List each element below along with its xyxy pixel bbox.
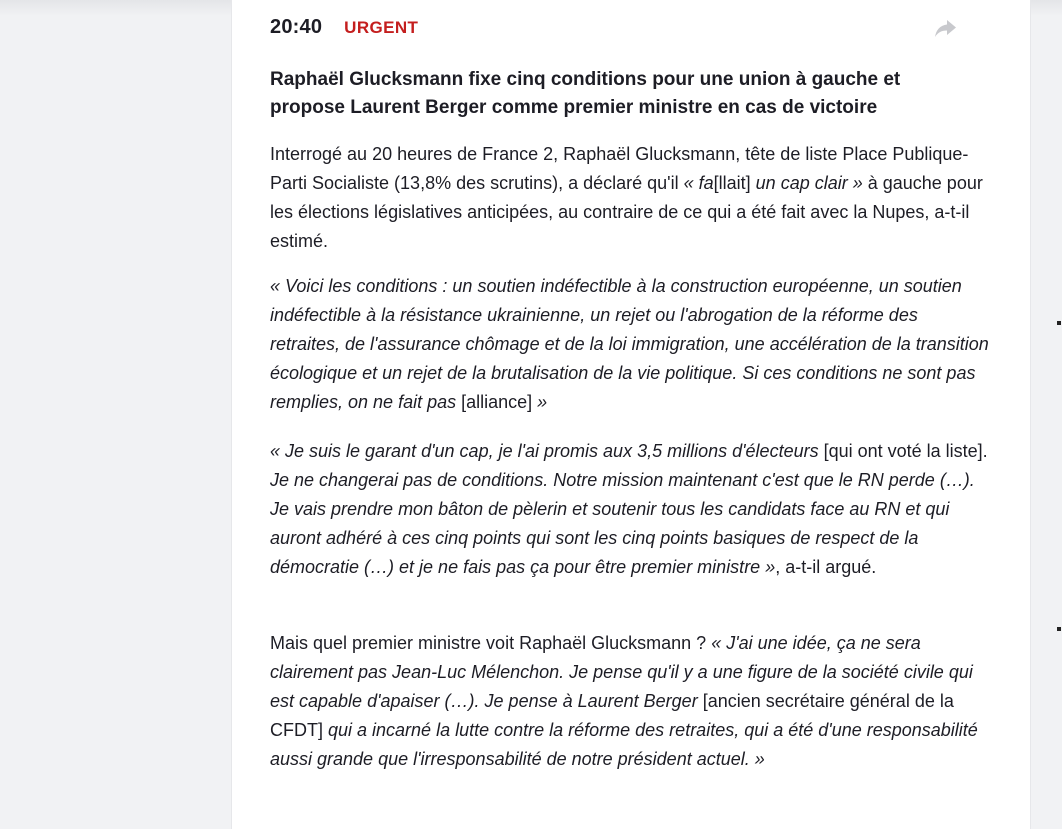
share-button[interactable] [932,16,960,42]
p4-text: Mais quel premier ministre voit Raphaël Glucksmann ? [270,633,712,653]
p2-bracket: [alliance] [456,392,538,412]
headline-line-1: Raphaël Glucksmann fixe cinq conditions pour une union à gauche et [270,69,901,90]
p3-quote-b: Je ne changerai pas de conditions. Notre mission maintenant c'est que le RN perde (…). Je vais prendre mon bâton de pèlerin et soutenir tous les candidats face au RN et qui auront adhéré à ces cinq points qui sont les cinq points basiques de respect de la démocratie (…) et je ne fais pas ça pour être premier ministre » [270,470,975,577]
paragraph-3 [270,437,992,582]
p1-quote-a: « fa [683,173,714,193]
entry-time: 20:40 [270,16,323,38]
p1-text-b: à gauche pour les élections législatives anticipées, au contraire de ce qui a été fait avec la Nupes, a-t-il estimé. [270,173,983,251]
paragraph-4 [270,629,992,774]
p1-text-a: Interrogé au 20 heures de France 2, Raphaël Glucksmann, tête de liste Place Publique-Parti Socialiste (13,8% des scrutins), a déclaré qu'il [270,144,969,193]
p2-quote: « Voici les conditions : un soutien indéfectible à la construction européenne, un soutien indéfectible à la résistance ukrainienne, un rejet ou l'abrogation de la réforme des retraites, de l'assurance chômage et de la loi immigration, une accélération de la transition écologique et un rejet de la brutalisation de la vie politique. Si ces conditions ne sont pas remplies, on ne fait pas [270,276,989,412]
paragraph-2 [270,272,992,417]
p1-quote-b: un cap clair » [750,173,863,193]
p1-bracket: [llait] [713,173,751,193]
p2-quote-end: » [537,392,548,412]
headline-line-2: propose Laurent Berger comme premier ministre en cas de victoire [270,97,878,118]
entry-meta [270,16,418,39]
p3-quote-a: « Je suis le garant d'un cap, je l'ai promis aux 3,5 millions d'électeurs [270,441,819,461]
p4-quote-a: « J'ai une idée, ça ne sera clairement pas Jean-Luc Mélenchon. Je pense qu'il y a une figure de la société civile qui est capable d'apaiser (…). Je pense à Laurent Berger [270,633,973,711]
edge-marker [1057,627,1061,631]
p3-bracket: [qui ont voté la liste]. [818,441,988,461]
paragraph-1 [270,140,992,256]
live-entry-card [231,0,1031,829]
p4-bracket: [ancien secrétaire général de la CFDT] [270,691,954,740]
urgent-badge: URGENT [344,18,419,37]
edge-marker [1057,321,1061,325]
entry-headline [270,66,990,122]
p4-quote-b: qui a incarné la lutte contre la réforme des retraites, qui a été d'une responsabilité aussi grande que l'irresponsabilité de notre président actuel. » [270,720,978,769]
share-arrow-icon [932,16,960,42]
p3-text: , a-t-il argué. [775,557,877,577]
